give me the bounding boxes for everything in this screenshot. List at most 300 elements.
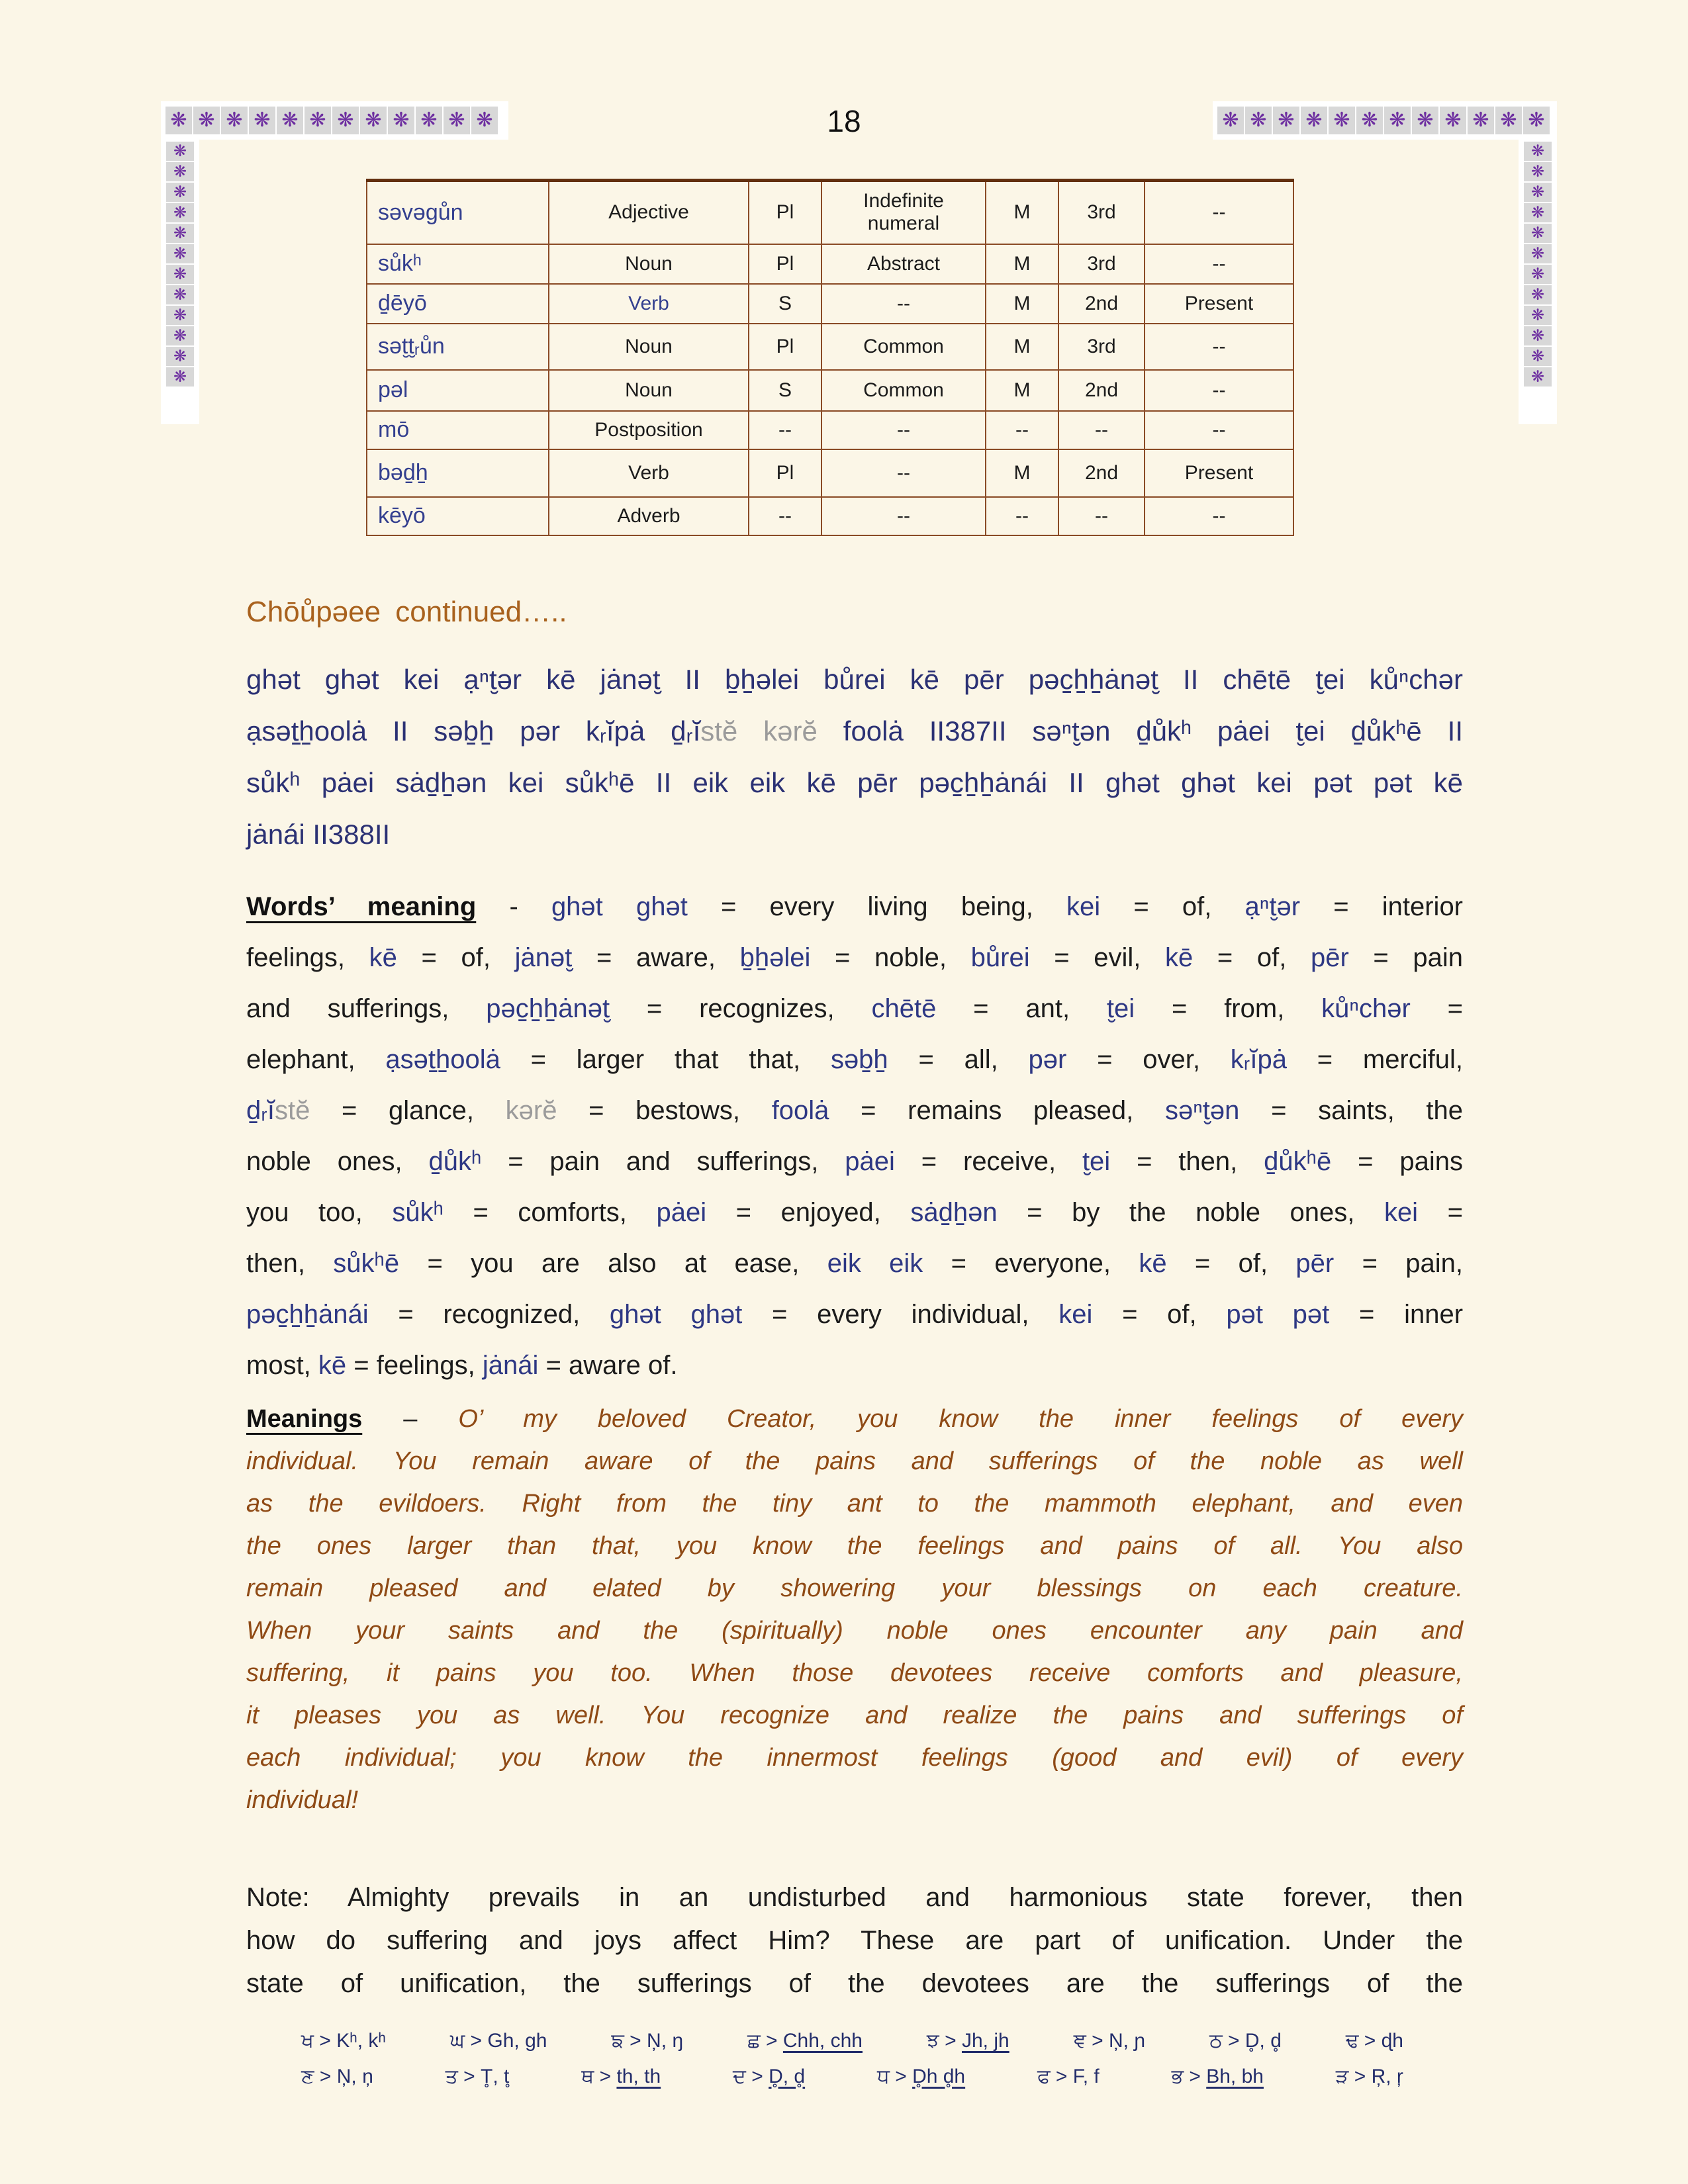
flower-icon: ❋ [166,326,194,345]
flower-icon: ❋ [166,224,194,243]
maps-to-symbol: > [624,2030,647,2052]
cell-person: 3rd [1058,244,1145,284]
text-segment: individual. You remain aware of the pains and sufferings of the noble as well [246,1447,1463,1475]
table-row [367,370,1293,411]
translit-mapping [581,2060,661,2094]
text-segment: how do suffering and joys affect Him? These are part of unification. Under the [246,1926,1463,1955]
flower-icon: ❋ [1524,265,1552,284]
text-segment: pȧei [845,1147,895,1176]
cell-tense: -- [1145,497,1293,535]
text-segment: kei [1066,892,1101,921]
flower-icon: ❋ [1412,107,1438,134]
maps-to-symbol: > [457,2066,481,2087]
text-segment: - [476,892,551,921]
flower-icon: ❋ [360,107,387,134]
latin-equivalent: Jh, jh [961,2030,1009,2052]
text-segment: = everyone, [923,1249,1139,1278]
cell-number: Pl [749,324,821,370]
maps-to-symbol: > [465,2030,488,2052]
flower-icon: ❋ [1329,107,1355,134]
cell-noun-type: -- [821,284,986,324]
table-row [367,411,1293,449]
words-meaning-line [246,1034,1463,1085]
text-segment: = from, [1135,994,1322,1023]
words-meaning-line [246,1289,1463,1340]
translit-mapping [301,2060,373,2094]
latin-equivalent: D̥, d̥ [1244,2030,1282,2052]
meanings-line [246,1779,1463,1821]
cell-word: mō [367,411,549,449]
cell-noun-type: Common [821,324,986,370]
text-segment: = glance, [310,1096,506,1125]
cell-person: 2nd [1058,370,1145,411]
text-segment: = of, [1193,943,1311,972]
text-segment: = inner [1329,1300,1464,1329]
cell-part-of-speech: Noun [549,370,749,411]
words-meaning-line [246,1085,1463,1136]
maps-to-symbol: > [1050,2066,1073,2087]
cell-tense: Present [1145,449,1293,497]
text-segment: = recognizes, [610,994,872,1023]
meanings-line [246,1440,1463,1482]
text-segment: jȧnái II388II [246,819,391,850]
cell-number: -- [749,497,821,535]
latin-equivalent: Ņ, ņ [336,2066,373,2087]
gurmukhi-letter: ਫ [1037,2066,1051,2087]
table-row [367,181,1293,244]
latin-equivalent: F, f [1072,2066,1100,2087]
cell-gender: M [986,244,1058,284]
text-segment: Note: Almighty prevails in an undisturbed and harmonious state forever, then [246,1883,1463,1912]
text-segment: ghət ghət [551,892,688,921]
text-segment: = by the noble ones, [997,1198,1384,1227]
latin-equivalent: Kʰ, kʰ [336,2030,386,2052]
latin-equivalent: Gh, gh [487,2030,547,2052]
flower-icon: ❋ [166,142,194,161]
meanings-line [246,1525,1463,1567]
text-segment: = aware of. [538,1351,678,1380]
cell-number: S [749,284,821,324]
flower-icon: ❋ [277,107,303,134]
text-segment: you too, [246,1198,393,1227]
verse-line [246,705,1463,757]
words-meaning-block [246,882,1463,1391]
text-segment: = recognized, [368,1300,610,1329]
maps-to-symbol: > [314,2030,337,2052]
text-segment: = every living being, [687,892,1067,921]
flower-border-top-left [165,107,498,134]
flower-icon: ❋ [166,306,194,325]
flower-icon: ❋ [1524,203,1552,222]
text-segment: t̮ei [1082,1147,1111,1176]
maps-to-symbol: > [760,2030,783,2052]
cell-gender: M [986,181,1058,244]
cell-noun-type: Abstract [821,244,986,284]
text-segment: d̠ᵣĭ [246,1096,275,1125]
flower-icon: ❋ [471,107,498,134]
cell-word: pəl [367,370,549,411]
translit-mapping [1336,2060,1403,2094]
latin-equivalent: T̥, t̥ [481,2066,510,2087]
meanings-block [246,1398,1463,1821]
gurmukhi-letter: ਖ [301,2030,314,2052]
table-row [367,449,1293,497]
translit-map-row-1 [301,2024,1403,2058]
verse-line [246,757,1463,809]
translit-mapping [450,2024,547,2058]
text-segment: = [1418,1198,1464,1227]
cell-part-of-speech: Verb [549,449,749,497]
text-segment: pər [1028,1045,1067,1074]
section-heading: Chōůpəee continued….. [246,596,567,628]
text-segment: səb̠h̠ [830,1045,888,1074]
flower-icon: ❋ [1524,183,1552,202]
flower-icon: ❋ [388,107,414,134]
cell-word: səvəgůn [367,181,549,244]
flower-border-right [1524,142,1552,387]
text-segment: kərĕ [505,1096,557,1125]
meanings-line [246,1610,1463,1652]
gurmukhi-letter: ਙ [611,2030,624,2052]
meanings-line [246,1567,1463,1610]
text-segment: = [1410,994,1464,1023]
text-segment: sȧd̠h̠ən [910,1198,998,1227]
text-segment: sůkʰē [333,1249,400,1278]
text-segment: t̮ei [1106,994,1135,1023]
note-line [246,1919,1463,1962]
maps-to-symbol: > [889,2066,913,2087]
cell-part-of-speech: Postposition [549,411,749,449]
cell-word: d̠ēyō [367,284,549,324]
text-segment: = of, [1166,1249,1296,1278]
maps-to-symbol: > [594,2066,617,2087]
cell-gender: -- [986,411,1058,449]
translit-mapping [1037,2060,1100,2094]
text-segment: stĕ [274,1096,310,1125]
maps-to-symbol: > [1358,2030,1382,2052]
flower-icon: ❋ [1245,107,1272,134]
flower-icon: ❋ [166,285,194,304]
flower-icon: ❋ [1524,285,1552,304]
text-segment: the ones larger than that, you know the feelings and pains of all. You also [246,1532,1463,1560]
text-segment: it pleases you as well. You recognize and realize the pains and sufferings of [246,1702,1463,1729]
flower-icon: ❋ [1273,107,1299,134]
flower-icon: ❋ [1524,162,1552,181]
cell-part-of-speech: Verb [549,284,749,324]
flower-icon: ❋ [416,107,442,134]
text-segment: ạsət̠h̠oolȧ II səb̠h̠ pər kᵣĭpȧ d̠ᵣĭ [246,715,701,747]
text-segment: kei [1383,1198,1419,1227]
flower-icon: ❋ [1356,107,1383,134]
text-segment: = remains pleased, [829,1096,1165,1125]
cell-noun-type: -- [821,497,986,535]
text-segment: feelings, [246,943,369,972]
flower-icon: ❋ [166,183,194,202]
gurmukhi-letter: ਦ [733,2066,746,2087]
cell-tense: -- [1145,411,1293,449]
grammar-table [366,179,1294,536]
translit-mapping [1209,2024,1282,2058]
text-segment: = larger that that, [500,1045,831,1074]
flower-icon: ❋ [1468,107,1494,134]
flower-icon: ❋ [1524,244,1552,263]
gurmukhi-letter: ਘ [449,2030,465,2052]
text-segment: ạsət̠h̠oolȧ [385,1045,500,1074]
text-segment: = over, [1066,1045,1231,1074]
gurmukhi-letter: ਢ [1345,2030,1359,2052]
flower-icon: ❋ [165,107,192,134]
translit-map-row-2 [301,2060,1403,2094]
gurmukhi-letter: ਝ [926,2030,939,2052]
text-segment: = aware, [572,943,740,972]
table-row [367,284,1293,324]
meanings-line [246,1652,1463,1694]
flower-icon: ❋ [1384,107,1411,134]
latin-equivalent: D̥h d̥h [912,2066,966,2087]
text-segment: = pains [1331,1147,1463,1176]
flower-icon: ❋ [1440,107,1466,134]
table-row [367,244,1293,284]
text-segment: = pain and sufferings, [481,1147,845,1176]
text-segment: chētē [871,994,937,1023]
maps-to-symbol: > [314,2066,337,2087]
text-segment: = feelings, [346,1351,483,1380]
translit-mapping [445,2060,510,2094]
flower-border-top-right [1217,107,1550,134]
gurmukhi-letter: ੜ [1335,2066,1349,2087]
cell-person: 2nd [1058,449,1145,497]
text-segment: = bestows, [557,1096,772,1125]
text-segment: individual! [246,1786,358,1814]
text-segment: = merciful, [1286,1045,1464,1074]
flower-icon: ❋ [221,107,248,134]
gurmukhi-letter: ਤ [445,2066,458,2087]
text-segment: = enjoyed, [706,1198,911,1227]
latin-equivalent: Ņ, ŋ [647,2030,684,2052]
grammar-table-wrapper [366,179,1294,536]
text-segment: then, [246,1249,334,1278]
maps-to-symbol: > [1348,2066,1372,2087]
text-segment: kᵣĭpȧ [1230,1045,1287,1074]
cell-part-of-speech: Adjective [549,181,749,244]
latin-equivalent: Ŗ, ŗ [1371,2066,1403,2087]
text-segment: most, [246,1351,318,1380]
text-segment: = ant, [936,994,1107,1023]
cell-person: 2nd [1058,284,1145,324]
text-segment: When your saints and the (spiritually) noble ones encounter any pain and [246,1617,1463,1645]
translit-mapping [927,2024,1009,2058]
translit-mapping [1172,2060,1264,2094]
cell-tense: -- [1145,370,1293,411]
text-segment: = of, [397,943,515,972]
cell-noun-type: Indefinite numeral [821,181,986,244]
text-segment: Words’ meaning [246,892,477,921]
flower-icon: ❋ [193,107,220,134]
cell-number: S [749,370,821,411]
text-segment: Meanings [246,1405,363,1433]
cell-word: sət̮t̮ᵣůn [367,324,549,370]
text-segment: elephant, [246,1045,386,1074]
verse-line [246,809,1463,860]
flower-icon: ❋ [166,265,194,284]
text-segment: = of, [1100,892,1245,921]
text-segment: = evil, [1029,943,1165,972]
text-segment: kē [318,1351,347,1380]
cell-word: sůkʰ [367,244,549,284]
gurmukhi-letter: ਞ [1073,2030,1086,2052]
latin-equivalent: th, th [616,2066,661,2087]
cell-part-of-speech: Adverb [549,497,749,535]
text-segment: sůkʰ pȧei sȧd̠h̠ən kei sůkʰē II eik eik kē pēr pəc̠h̠h̠ȧnái II ghət ghət kei pət pət kē [246,767,1463,798]
cell-number: Pl [749,244,821,284]
cell-tense: Present [1145,284,1293,324]
cell-person: 3rd [1058,181,1145,244]
maps-to-symbol: > [1086,2030,1109,2052]
maps-to-symbol: > [745,2066,769,2087]
maps-to-symbol: > [1222,2030,1245,2052]
text-segment: O’ my beloved Creator, you know the inner feelings of every [458,1405,1464,1433]
text-segment: state of unification, the sufferings of the devotees are the sufferings of the [246,1969,1463,1998]
translit-mapping [733,2060,805,2094]
words-meaning-line [246,983,1463,1034]
translit-mapping [877,2060,965,2094]
text-segment: pəc̠h̠h̠ȧnái [246,1300,369,1329]
text-segment: foolȧ II387II səⁿt̮ən d̠ůkʰ pȧei t̮ei d̠ůkʰē II [817,715,1463,747]
table-row [367,324,1293,370]
meanings-line [246,1737,1463,1779]
flower-icon: ❋ [249,107,275,134]
text-segment: = receive, [894,1147,1082,1176]
latin-equivalent: ɖh [1381,2030,1403,2052]
flower-icon: ❋ [1524,306,1552,325]
text-segment: = then, [1110,1147,1264,1176]
cell-gender: M [986,284,1058,324]
flower-icon: ❋ [332,107,359,134]
text-segment: = saints, the [1239,1096,1463,1125]
text-segment: pēr [1295,1249,1335,1278]
text-segment: ghət ghət kei ạⁿt̮ər kē jȧnət̮ II b̠h̠əlei bůrei kē pēr pəc̠h̠h̠ȧnət̮ II chētē t̮ei kůⁿchər [246,664,1463,695]
meanings-line [246,1482,1463,1525]
latin-equivalent: Ņ, ɲ [1108,2030,1146,2052]
flower-icon: ❋ [444,107,470,134]
text-segment: = of, [1092,1300,1227,1329]
cell-part-of-speech: Noun [549,244,749,284]
cell-gender: M [986,324,1058,370]
text-segment: – [362,1405,459,1433]
note-line [246,1876,1463,1919]
flower-icon: ❋ [1217,107,1244,134]
text-segment: each individual; you know the innermost feelings (good and evil) of every [246,1744,1463,1772]
text-segment: suffering, it pains you too. When those devotees receive comforts and pleasure, [246,1659,1463,1687]
gurmukhi-letter: ਣ [301,2066,314,2087]
flower-icon: ❋ [166,347,194,366]
cell-word: bəd̠h̠ [367,449,549,497]
latin-equivalent: Chh, chh [782,2030,863,2052]
flower-icon: ❋ [1524,326,1552,345]
note-line [246,1962,1463,2005]
cell-noun-type: -- [821,411,986,449]
cell-number: -- [749,411,821,449]
text-segment: jȧnái [482,1351,539,1380]
text-segment: kůⁿchər [1321,994,1411,1023]
words-meaning-line [246,1340,1463,1391]
verse-block [246,654,1463,860]
translit-mapping [611,2024,683,2058]
text-segment: d̠ůkʰ [428,1147,482,1176]
flower-icon: ❋ [166,203,194,222]
text-segment: = comforts, [443,1198,657,1227]
text-segment: foolȧ [771,1096,829,1125]
cell-word: kēyō [367,497,549,535]
note-block [246,1876,1463,2005]
flower-icon: ❋ [166,162,194,181]
words-meaning-line [246,1187,1463,1238]
text-segment: ghət ghət [609,1300,743,1329]
flower-icon: ❋ [1495,107,1522,134]
text-segment: eik eik [827,1249,923,1278]
translit-mapping [1074,2024,1145,2058]
cell-person: -- [1058,497,1145,535]
text-segment: = you are also at ease, [399,1249,827,1278]
flower-icon: ❋ [1524,142,1552,161]
cell-tense: -- [1145,324,1293,370]
text-segment: bůrei [970,943,1030,972]
text-segment: kē [1139,1249,1167,1278]
cell-tense: -- [1145,181,1293,244]
flower-icon: ❋ [305,107,331,134]
table-row [367,497,1293,535]
translit-mapping [301,2024,386,2058]
text-segment: = all, [888,1045,1029,1074]
text-segment: b̠h̠əlei [739,943,811,972]
text-segment: pəc̠h̠h̠ȧnət̮ [486,994,610,1023]
text-segment: and sufferings, [246,994,487,1023]
flower-border-left [166,142,194,387]
text-segment: kē [1164,943,1194,972]
cell-gender: -- [986,497,1058,535]
text-segment: sůkʰ [392,1198,444,1227]
cell-tense: -- [1145,244,1293,284]
text-segment: jȧnət̮ [514,943,573,972]
flower-icon: ❋ [1524,347,1552,366]
flower-icon: ❋ [166,244,194,263]
maps-to-symbol: > [939,2030,962,2052]
text-segment: kei [1058,1300,1093,1329]
flower-icon: ❋ [1301,107,1327,134]
text-segment: noble ones, [246,1147,429,1176]
page-number: 18 [827,104,861,138]
cell-noun-type: Common [821,370,986,411]
flower-icon: ❋ [1524,367,1552,387]
cell-noun-type: -- [821,449,986,497]
text-segment: = pain, [1334,1249,1463,1278]
meanings-line [246,1398,1463,1440]
latin-equivalent: Bh, bh [1206,2066,1264,2087]
text-segment: səⁿt̮ən [1164,1096,1240,1125]
text-segment: kē [369,943,397,972]
text-segment: = every individual, [742,1300,1059,1329]
gurmukhi-letter: ਛ [747,2030,761,2052]
words-meaning-line [246,882,1463,933]
text-segment: pȧei [656,1198,707,1227]
text-segment: d̠ůkʰē [1264,1147,1332,1176]
cell-person: 3rd [1058,324,1145,370]
text-segment: = noble, [810,943,971,972]
flower-icon: ❋ [166,367,194,387]
translit-mapping [747,2024,863,2058]
cell-part-of-speech: Noun [549,324,749,370]
meanings-line [246,1694,1463,1737]
